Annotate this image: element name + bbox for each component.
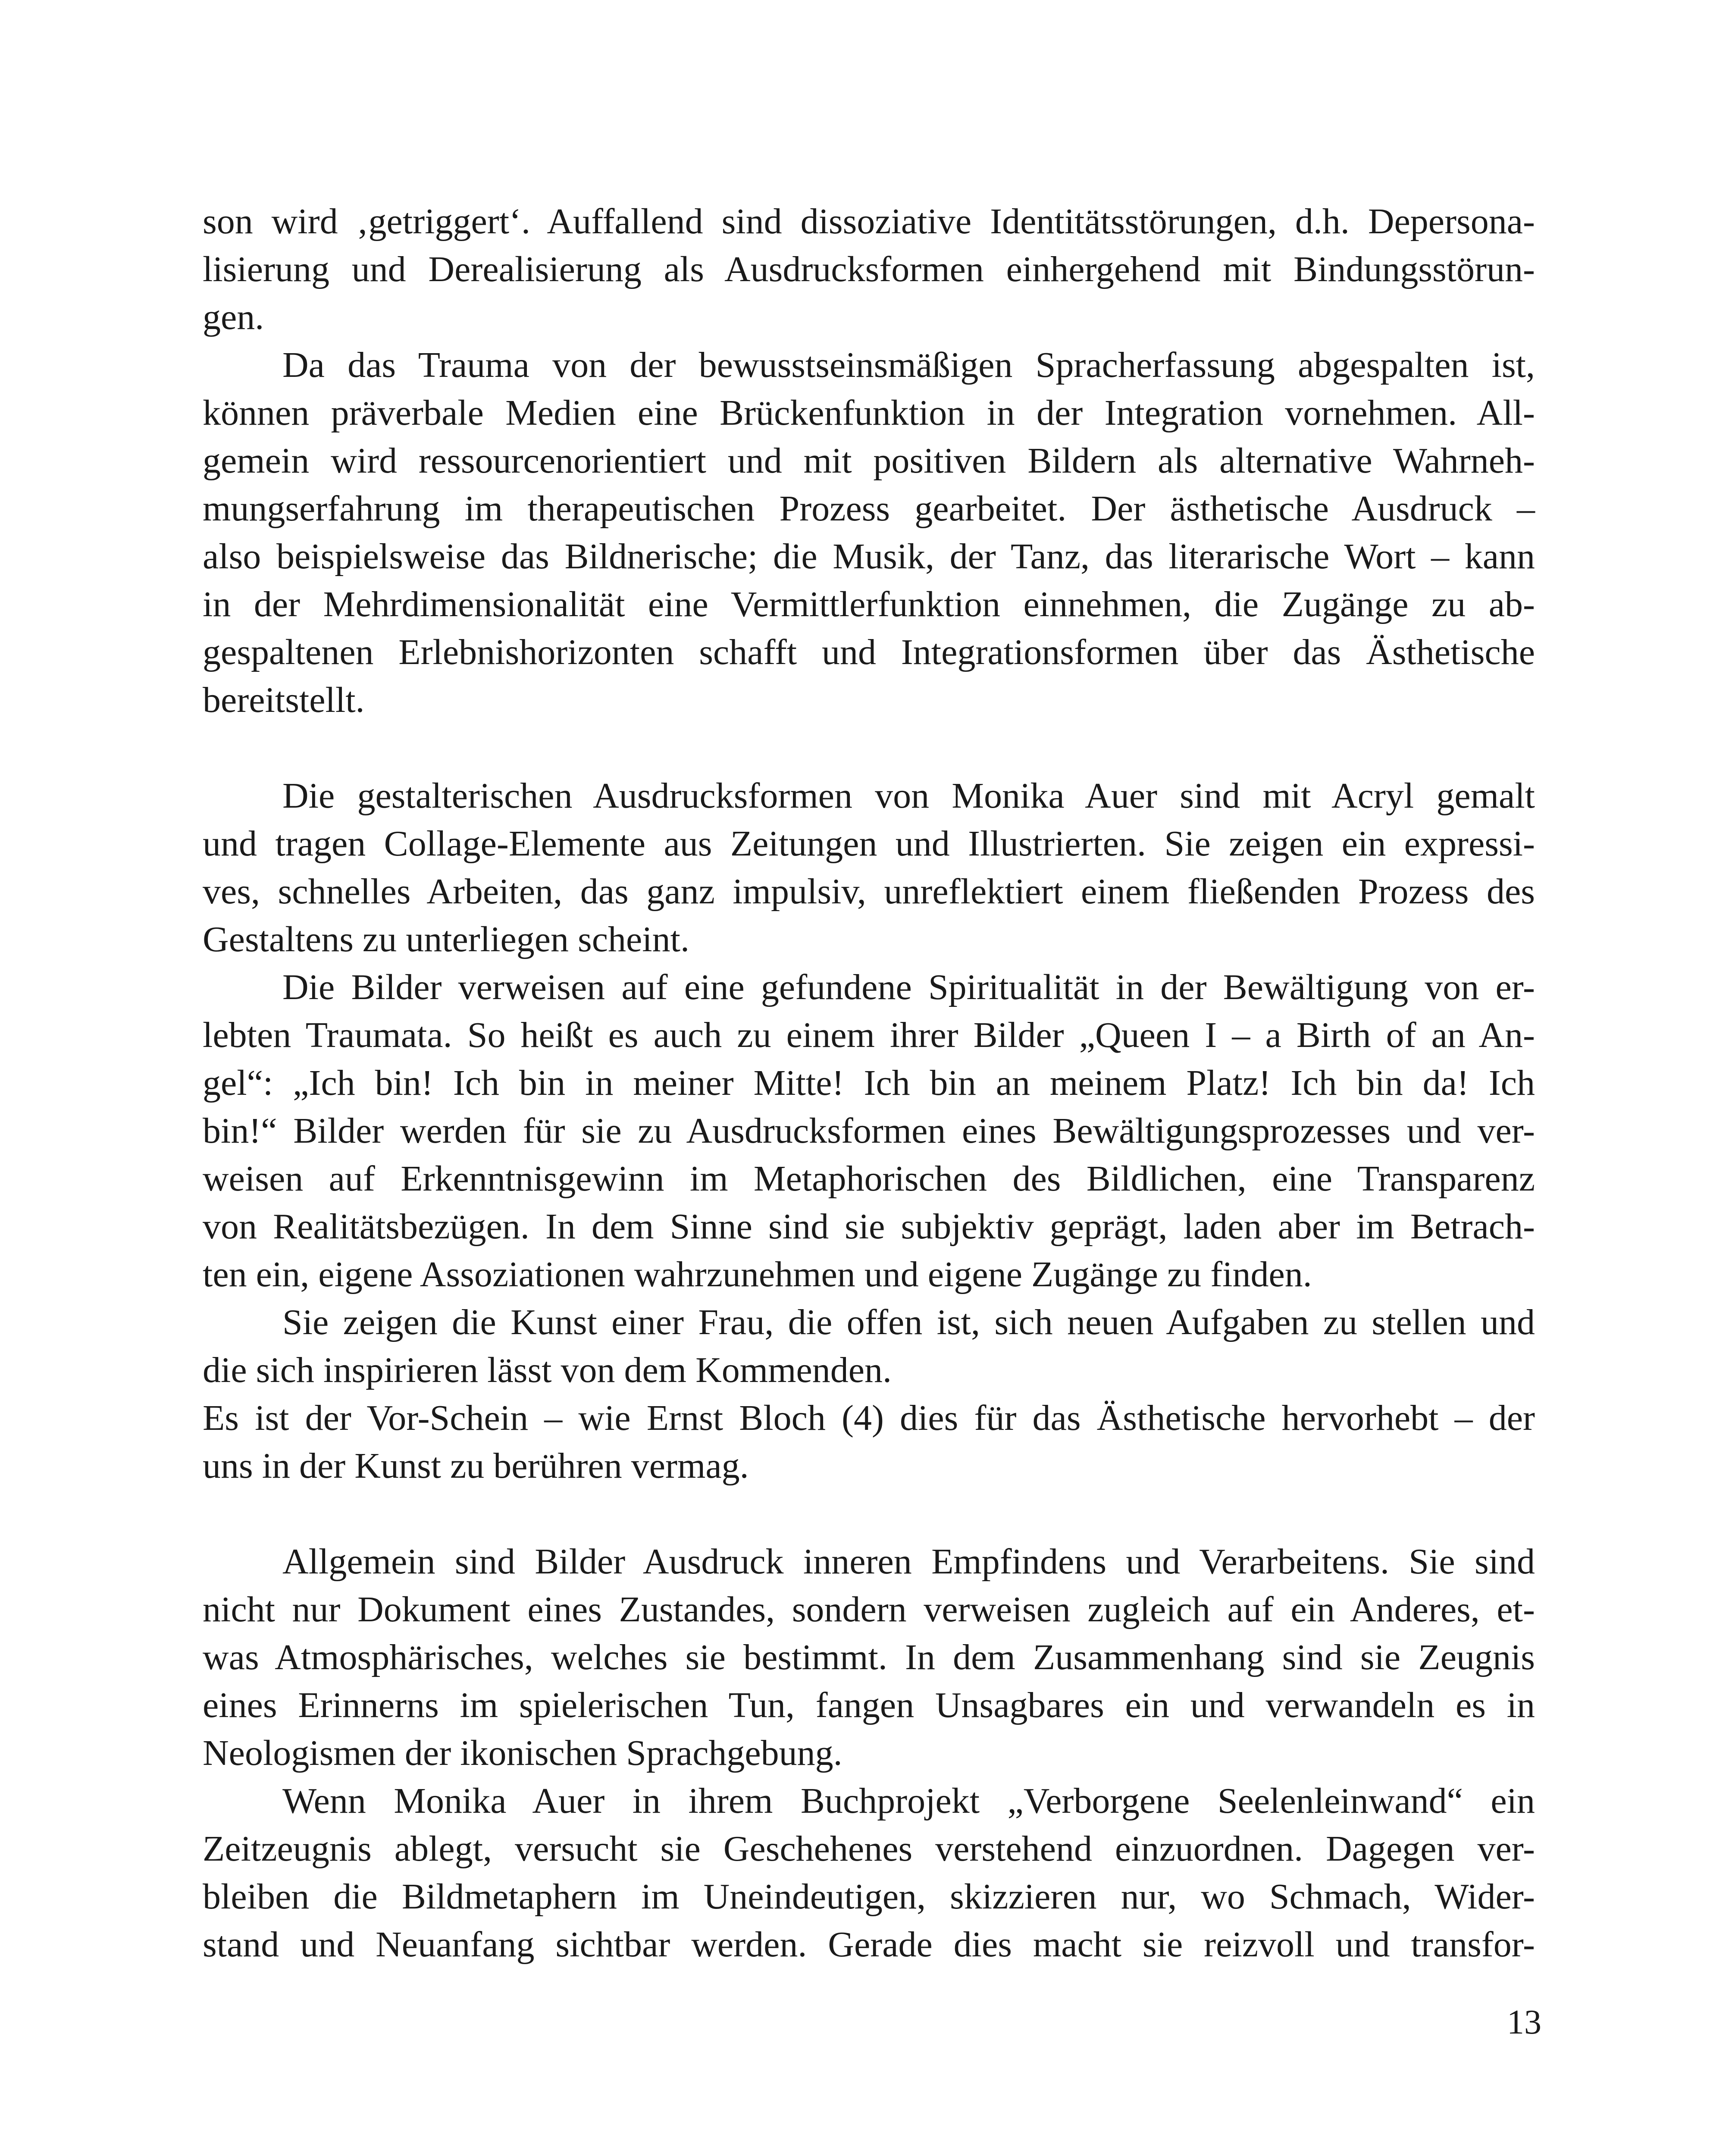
text-line: lebten Traumata. So heißt es auch zu einem ihrer Bilder „Queen I – a Birth of an An-: [203, 1015, 1535, 1055]
text-line: Es ist der Vor-Schein – wie Ernst Bloch (4) dies für das Ästhetische hervorhebt – der: [203, 1398, 1535, 1438]
text-line: ves, schnelles Arbeiten, das ganz impulsiv, unreflektiert einem fließenden Prozess des: [203, 871, 1535, 912]
text-line: nicht nur Dokument eines Zustandes, sondern verweisen zugleich auf ein Anderes, et-: [203, 1589, 1535, 1630]
text-line: von Realitätsbezügen. In dem Sinne sind sie subjektiv geprägt, laden aber im Betrach-: [203, 1206, 1535, 1247]
paragraph: [203, 197, 1535, 341]
text-line: lisierung und Derealisierung als Ausdrucksformen einhergehend mit Bindungsstörun-: [203, 249, 1535, 289]
text-line: mungserfahrung im therapeutischen Prozess gearbeitet. Der ästhetische Ausdruck –: [203, 489, 1535, 529]
paragraph-gap: [203, 724, 1535, 772]
text-line: Wenn Monika Auer in ihrem Buchprojekt „Verborgene Seelenleinwand“ ein: [282, 1781, 1535, 1821]
paragraph: [203, 1538, 1535, 1777]
text-line: was Atmosphärisches, welches sie bestimmt. In dem Zusammenhang sind sie Zeugnis: [203, 1637, 1535, 1677]
text-line: Da das Trauma von der bewusstseinsmäßigen Spracherfassung abgespalten ist,: [282, 345, 1535, 385]
text-line: gemein wird ressourcenorientiert und mit positiven Bildern als alternative Wahrneh-: [203, 441, 1535, 481]
text-line: Zeitzeugnis ablegt, versucht sie Geschehenes verstehend einzuordnen. Dagegen ver-: [203, 1829, 1535, 1869]
body-text: [203, 197, 1535, 1968]
text-line: son wird ‚getriggert‘. Auffallend sind dissoziative Identitätsstörungen, d.h. Depersona-: [203, 201, 1535, 241]
text-line: gespaltenen Erlebnishorizonten schafft und Integrationsformen über das Ästhetische: [203, 632, 1535, 672]
page-number: 13: [1507, 2003, 1541, 2041]
text-line: bleiben die Bildmetaphern im Uneindeutigen, skizzieren nur, wo Schmach, Wider-: [203, 1877, 1535, 1917]
text-line: Die Bilder verweisen auf eine gefundene Spiritualität in der Bewältigung von er-: [282, 967, 1535, 1007]
text-line: ten ein, eigene Assoziationen wahrzunehmen und eigene Zugänge zu finden.: [203, 1254, 1312, 1294]
text-line: weisen auf Erkenntnisgewinn im Metaphorischen des Bildlichen, eine Transparenz: [203, 1159, 1535, 1199]
text-line: können präverbale Medien eine Brückenfunktion in der Integration vornehmen. All-: [203, 393, 1535, 433]
text-line: also beispielsweise das Bildnerische; die Musik, der Tanz, das literarische Wort – kann: [203, 536, 1535, 577]
text-line: Allgemein sind Bilder Ausdruck inneren Empfindens und Verarbeitens. Sie sind: [282, 1542, 1535, 1582]
text-line: und tragen Collage-Elemente aus Zeitungen und Illustrierten. Sie zeigen ein expressi-: [203, 824, 1535, 864]
text-line: uns in der Kunst zu berühren vermag.: [203, 1446, 749, 1486]
text-line: gel“: „Ich bin! Ich bin in meiner Mitte! Ich bin an meinem Platz! Ich bin da! Ich: [203, 1063, 1535, 1103]
paragraph: [203, 772, 1535, 963]
text-line: Neologismen der ikonischen Sprachgebung.: [203, 1733, 843, 1773]
text-line: stand und Neuanfang sichtbar werden. Gerade dies macht sie reizvoll und transfor-: [203, 1924, 1535, 1965]
paragraph: [203, 341, 1535, 724]
paragraph: [203, 963, 1535, 1298]
text-line: in der Mehrdimensionalität eine Vermittlerfunktion einnehmen, die Zugänge zu ab-: [203, 584, 1535, 624]
paragraph: [203, 1298, 1535, 1394]
text-line: bin!“ Bilder werden für sie zu Ausdrucksformen eines Bewältigungsprozesses und ver-: [203, 1111, 1535, 1151]
text-line: die sich inspirieren lässt von dem Kommenden.: [203, 1350, 892, 1390]
text-line: eines Erinnerns im spielerischen Tun, fangen Unsagbares ein und verwandeln es in: [203, 1685, 1535, 1725]
text-line: Gestaltens zu unterliegen scheint.: [203, 919, 689, 959]
paragraph-gap: [203, 1490, 1535, 1538]
text-line: bereitstellt.: [203, 680, 365, 720]
paragraph: [203, 1777, 1535, 1968]
text-line: gen.: [203, 297, 264, 337]
text-line: Die gestalterischen Ausdrucksformen von Monika Auer sind mit Acryl gemalt: [282, 776, 1535, 816]
paragraph: [203, 1394, 1535, 1490]
text-line: Sie zeigen die Kunst einer Frau, die offen ist, sich neuen Aufgaben zu stellen und: [282, 1302, 1535, 1342]
